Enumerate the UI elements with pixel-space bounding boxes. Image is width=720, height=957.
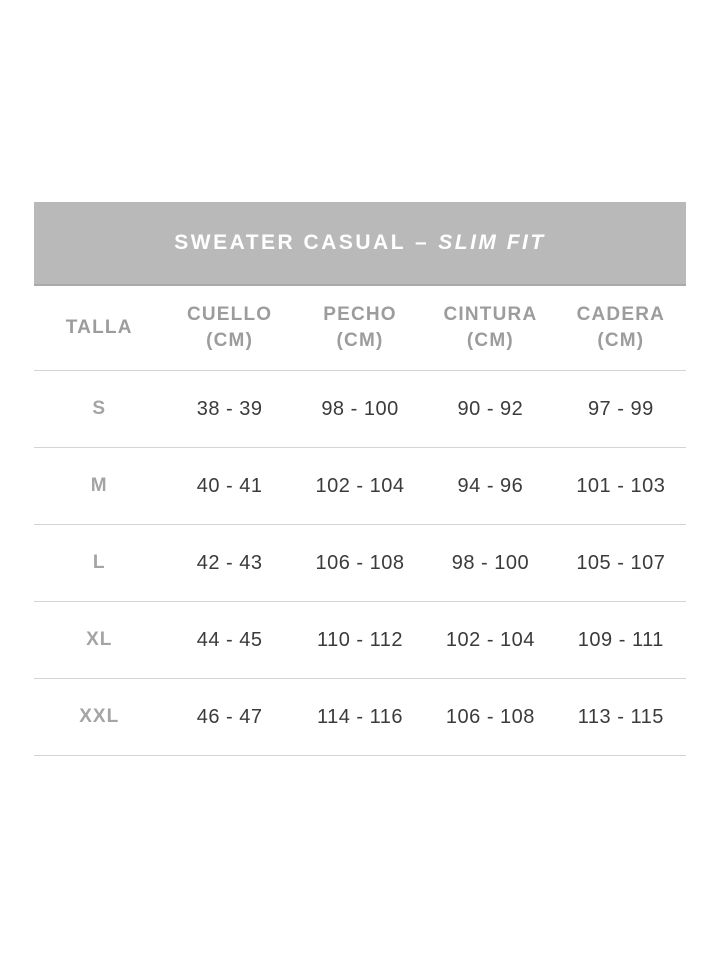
table-row-xxl	[34, 678, 686, 755]
size-chart-title	[174, 231, 545, 255]
column-label: TALLA	[65, 317, 133, 339]
title-main: SWEATER CASUAL	[174, 231, 407, 254]
measurement-cell: 42 - 43	[196, 551, 263, 574]
column-header-row	[34, 286, 686, 370]
table-row-l	[34, 524, 686, 601]
measurement-cell: 102 - 104	[315, 474, 405, 497]
measurement-cell: 98 - 100	[321, 397, 399, 420]
table-row-s	[34, 370, 686, 447]
measurement-cell: 40 - 41	[196, 474, 263, 497]
title-fit-style: SLIM FIT	[438, 231, 546, 254]
size-chart	[34, 202, 686, 756]
column-label: PECHO	[323, 304, 397, 326]
column-header-cuello	[164, 302, 294, 353]
column-unit: (CM)	[466, 330, 514, 351]
column-header-cadera	[556, 302, 686, 353]
table-row-m	[34, 447, 686, 524]
measurement-cell: 101 - 103	[576, 474, 666, 497]
size-label: L	[92, 552, 106, 573]
measurement-cell: 46 - 47	[196, 705, 263, 728]
measurement-cell: 97 - 99	[587, 397, 654, 420]
size-table-body	[34, 370, 686, 756]
size-label: XL	[86, 629, 113, 650]
measurement-cell: 44 - 45	[196, 628, 263, 651]
title-separator: –	[415, 231, 430, 254]
size-label: M	[90, 475, 108, 496]
column-label: CADERA	[576, 304, 666, 326]
measurement-cell: 114 - 116	[316, 705, 404, 728]
measurement-cell: 102 - 104	[445, 628, 535, 651]
size-chart-title-bar	[34, 202, 686, 286]
measurement-cell: 113 - 115	[577, 705, 664, 728]
measurement-cell: 38 - 39	[196, 397, 263, 420]
measurement-cell: 105 - 107	[576, 551, 666, 574]
table-row-xl	[34, 601, 686, 678]
column-header-pecho	[295, 302, 425, 353]
column-header-cintura	[425, 302, 555, 353]
measurement-cell: 106 - 108	[315, 551, 405, 574]
column-unit: (CM)	[206, 330, 254, 351]
measurement-cell: 90 - 92	[457, 397, 524, 420]
column-label: CUELLO	[186, 304, 273, 326]
size-label: S	[92, 398, 107, 419]
measurement-cell: 106 - 108	[445, 705, 535, 728]
column-unit: (CM)	[597, 330, 645, 351]
measurement-cell: 98 - 100	[451, 551, 530, 574]
column-label: CINTURA	[443, 304, 538, 326]
size-label: XXL	[79, 706, 120, 727]
measurement-cell: 110 - 112	[316, 628, 404, 651]
measurement-cell: 94 - 96	[457, 474, 524, 497]
column-header-talla	[34, 315, 164, 341]
measurement-cell: 109 - 111	[577, 628, 664, 651]
column-unit: (CM)	[336, 330, 384, 351]
